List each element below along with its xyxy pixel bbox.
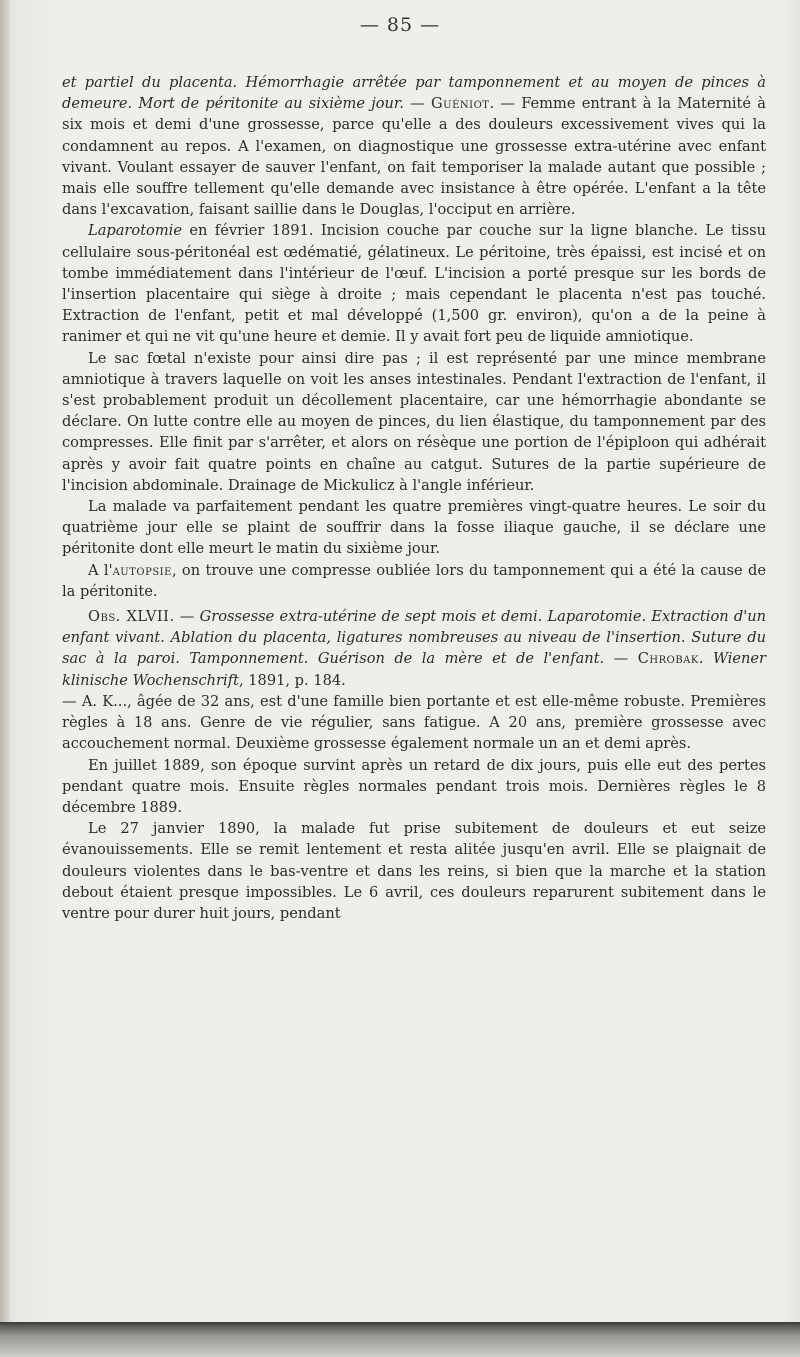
author-gueniot: Guéniot [431,95,490,113]
paragraph-5-text: , on trouve une compresse oubliée lors du tamponnement qui a été la cause de la péritonite. [62,561,766,600]
journal-reference: , 1891, p. 184. [238,671,346,689]
paragraph-1 [62,72,766,220]
scan-bottom-shadow [0,1322,800,1357]
journal-title: Wiener klinische Wochenschrift [62,650,767,689]
case-title-italic: et partiel du placenta. Hémorrhagie arrêtée par tamponnement et au moyen de pinces à demeure. Mort de péritonite au sixième jour. [62,74,766,113]
author-chrobak: Chrobak [637,650,699,668]
observation-title: Grossesse extra-utérine de sept mois et demi. Laparotomie. Extraction d'un enfant vivant. Ablation du placenta, ligatures nombreuses au niveau de l'insertion. Suture du sac à la paroi. Tamponnement. Guérison de la mère et de l'enfant. [62,608,767,668]
book-spine-shadow [0,0,10,1357]
observation-number: Obs. XLVII. [88,608,175,626]
paragraph-6: — A. K..., âgée de 32 ans, est d'une famille bien portante et est elle-même robuste. Premières règles à 18 ans. Genre de vie régulier, sans fatigue. A 20 ans, première grossesse avec accouchement normal. Deuxième grossesse également normale un an et demi après. [62,692,766,753]
dash: — [403,95,432,113]
paragraph-2 [62,220,766,347]
paragraph-4: La malade va parfaitement pendant les quatre premières vingt-quatre heures. Le soir du quatrième jour elle se plaint de souffrir dans la fosse iliaque gauche, il se déclare une péritonite dont elle meurt le matin du sixième jour. [62,498,766,558]
page-body [62,72,766,924]
paragraph-2-text: en février 1891. Incision couche par couche sur la ligne blanche. Le tissu cellulaire sous-péritonéal est œdématié, gélatineux. Le péritoine, très épaissi, est incisé et on tombe immédiatement dans l'intérieur de l'œuf. L'incision a porté presque sur les bords de l'insertion placentaire qui siège à droite ; mais cependant le placenta n'est pas touché. Extraction de l'enfant, petit et mal développé (1,500 gr. environ), qu'on a de la peine à ranimer et qui ne vit qu'une heure et demie. Il y avait fort peu de liquide amniotique. [62,222,766,346]
paragraph-3: Le sac fœtal n'existe pour ainsi dire pas ; il est représenté par une mince membrane amniotique à travers laquelle on voit les anses intestinales. Pendant l'extraction de l'enfant, il s'est probablement produit un décollement placentaire, car une hémorrhagie abondante se déclare. On lutte contre elle au moyen de pinces, du lien élastique, du tamponnement par des compresses. Elle finit par s'arrêter, et alors on résèque une portion de l'épiploon qui adhérait après y avoir fait quatre points en chaîne au catgut. Sutures de la partie supérieure de l'incision abdominale. Drainage de Mickulicz à l'angle inférieur. [62,349,766,494]
page-number: — 85 — [359,14,441,36]
separator: . [698,650,713,668]
autopsie-prefix: A l' [88,561,113,579]
autopsie-label: autopsie [112,561,172,579]
paragraph-8: Le 27 janvier 1890, la malade fut prise subitement de douleurs et eut seize évanouissements. Elle se remit lentement et resta alitée jusqu'en avril. Elle se plaignait de douleurs violentes dans le bas-ventre et dans les reins, si bien que la marche et la station debout étaient presque impossibles. Le 6 avril, ces douleurs reparurent subitement dans le ventre pour durer huit jours, pendant [62,820,766,922]
paragraph-7: En juillet 1889, son époque survint après un retard de dix jours, puis elle eut des pertes pendant quatre mois. Ensuite règles normales pendant trois mois. Dernières règles le 8 décembre 1889. [62,756,766,816]
observation-heading [62,606,766,691]
paragraph-1-text: . — Femme entrant à la Maternité à six mois et demi d'une grossesse, parce qu'elle a des douleurs excessivement vives qui la condamnent au repos. A l'examen, on diagnostique une grossesse extra-utérine avec enfant vivant. Voulant essayer de sauver l'enfant, on fait temporiser la malade autant que possible ; mais elle souffre tellement qu'elle demande avec insistance à être opérée. L'enfant a la tête dans l'excavation, faisant saillie dans le Douglas, l'occiput en arrière. [62,95,766,219]
paragraph-5 [62,560,766,602]
dash: — [604,650,638,668]
dash: — [174,608,200,626]
laparotomie-label: Laparotomie [88,222,182,240]
